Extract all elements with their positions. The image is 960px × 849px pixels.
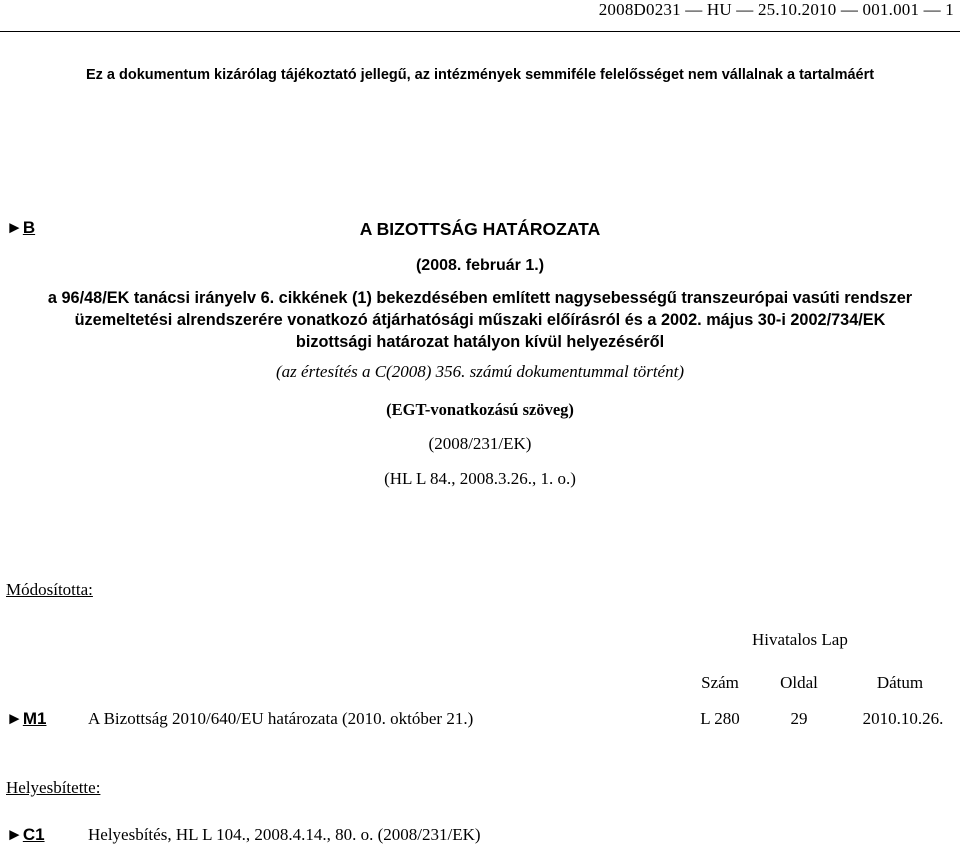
column-header-number: Szám [701, 673, 739, 692]
eea-relevance: (EGT-vonatkozású szöveg) [386, 400, 574, 419]
oj-reference: (HL L 84., 2008.3.26., 1. o.) [384, 469, 576, 488]
amendment-oj-number: L 280 [700, 709, 740, 728]
column-header-page: Oldal [780, 673, 818, 692]
document-header: 2008D0231 — HU — 25.10.2010 — 001.001 — 1 [598, 0, 954, 19]
right-pointer-icon: ► [6, 218, 23, 237]
corrected-by-label: Helyesbítette: [6, 778, 101, 797]
amended-by-label: Módosította: [6, 580, 93, 599]
amendment-marker[interactable] [6, 709, 46, 729]
correction-marker[interactable] [6, 825, 45, 845]
amendment-oj-date: 2010.10.26. [862, 709, 944, 728]
right-pointer-icon: ► [6, 825, 23, 844]
notification-text: (az értesítés a C(2008) 356. számú dokumentummal történt) [276, 362, 684, 381]
decision-subject: a 96/48/EK tanácsi irányelv 6. cikkének (1) bekezdésében említett nagysebességű transzeurópai vasúti rendszer üzemeltetési alrendszerére vonatkozó átjárhatósági műszaki előírásról és a 2002. május 30-i 2002/734/EK bizottsági határozat hatályon kívül helyezéséről [47, 289, 913, 351]
amendment-marker-code: M1 [22, 709, 47, 728]
decision-title: A BIZOTTSÁG HATÁROZATA [359, 219, 601, 239]
decision-date: (2008. február 1.) [415, 257, 545, 274]
oj-column-header: Hivatalos Lap [752, 630, 848, 649]
header-divider [0, 31, 960, 32]
correction-marker-code: C1 [22, 825, 45, 844]
disclaimer-text: Ez a dokumentum kizárólag tájékoztató jellegű, az intézmények semmiféle felelősséget nem vállalnak a tartalmáért [85, 67, 875, 83]
document-number: (2008/231/EK) [428, 434, 532, 453]
right-pointer-icon: ► [6, 709, 23, 728]
correction-text: Helyesbítés, HL L 104., 2008.4.14., 80. o. (2008/231/EK) [88, 825, 481, 844]
amendment-oj-page: 29 [790, 709, 808, 728]
column-header-date: Dátum [876, 673, 924, 692]
amendment-act: A Bizottság 2010/640/EU határozata (2010. október 21.) [88, 709, 474, 728]
base-act-marker-code: B [22, 218, 36, 237]
